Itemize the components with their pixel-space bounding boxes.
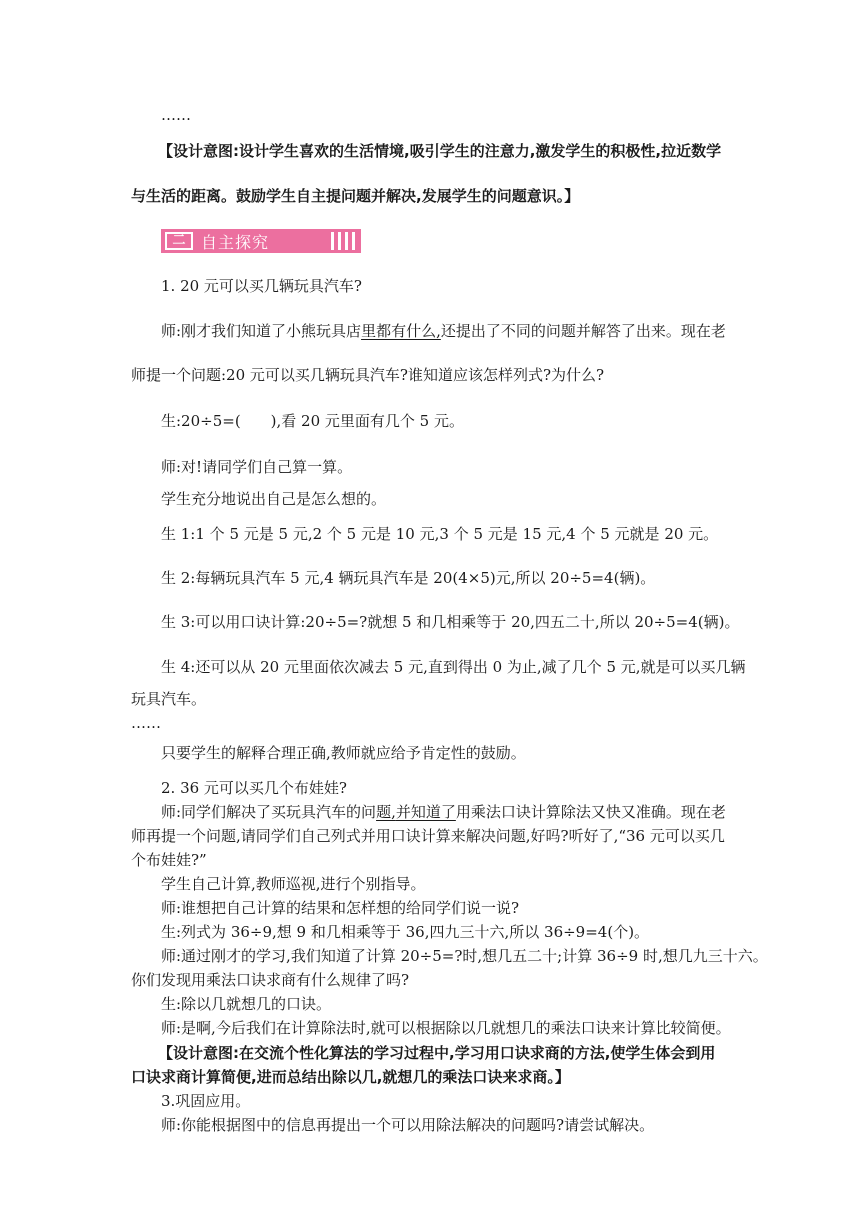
section-title: 自主探究	[201, 232, 270, 252]
q1-teacher-line2: 师提一个问题:20 元可以买几辆玩具汽车?谁知道应该怎样列式?为什么?	[131, 366, 605, 384]
section-number: 二	[165, 232, 193, 250]
q1-ellipsis: ……	[131, 714, 161, 732]
q1-student-4-line2: 玩具汽车。	[131, 690, 207, 708]
q1-heading: 1. 20 元可以买几辆玩具汽车?	[161, 277, 362, 295]
q2-teacher-4: 师:是啊,今后我们在计算除法时,就可以根据除以几就想几的乘法口诀来计算比较简便。	[161, 1019, 731, 1037]
q1-narration: 学生充分地说出自己是怎么想的。	[161, 490, 387, 508]
design-intent-2-line2: 口诀求商计算简便,进而总结出除以几,就想几的乘法口诀来求商。】	[131, 1068, 570, 1086]
design-intent-2-line1: 【设计意图:在交流个性化算法的学习过程中,学习用口诀求商的方法,使学生体会到用	[158, 1044, 716, 1062]
q2-teacher-3-line2: 你们发现用乘法口诀求商有什么规律了吗?	[131, 971, 410, 989]
ellipsis-top: ……	[161, 106, 191, 124]
q1-student: 生:20÷5=( ),看 20 元里面有几个 5 元。	[161, 412, 464, 430]
section-banner	[161, 229, 361, 253]
q2-student: 生:列式为 36÷9,想 9 和几相乘等于 36,四九三十六,所以 36÷9=4(个)。	[161, 923, 650, 941]
q1-student-2: 生 2:每辆玩具汽车 5 元,4 辆玩具汽车是 20(4×5)元,所以 20÷5=4(辆)。	[161, 569, 656, 587]
q2-student-2: 生:除以几就想几的口诀。	[161, 995, 332, 1013]
q1-encourage: 只要学生的解释合理正确,教师就应给予肯定性的鼓励。	[161, 744, 526, 762]
q1-teacher-line1: 师:刚才我们知道了小熊玩具店里都有什么,还提出了不同的问题并解答了出来。现在老	[161, 322, 726, 340]
q2-teacher-3-line1: 师:通过刚才的学习,我们知道了计算 20÷5=?时,想几五二十;计算 36÷9 时,想几九三十六。	[161, 947, 768, 965]
q3-heading: 3.巩固应用。	[161, 1092, 251, 1110]
q1-student-1: 生 1:1 个 5 元是 5 元,2 个 5 元是 10 元,3 个 5 元是 15 元,4 个 5 元就是 20 元。	[161, 525, 719, 543]
q2-teacher-line2: 师再提一个问题,请同学们自己列式并用口诀计算来解决问题,好吗?听好了,“36 元可以买几	[131, 827, 725, 845]
q1-teacher-2: 师:对!请同学们自己算一算。	[161, 458, 353, 476]
design-intent-1-line1: 【设计意图:设计学生喜欢的生活情境,吸引学生的注意力,激发学生的积极性,拉近数学	[158, 142, 722, 160]
q3-teacher: 师:你能根据图中的信息再提出一个可以用除法解决的问题吗?请尝试解决。	[161, 1116, 655, 1134]
q2-heading: 2. 36 元可以买几个布娃娃?	[161, 779, 347, 797]
section-decoration	[331, 232, 355, 250]
design-intent-1-line2: 与生活的距离。鼓励学生自主提问题并解决,发展学生的问题意识。】	[131, 187, 580, 205]
q1-student-4-line1: 生 4:还可以从 20 元里面依次减去 5 元,直到得出 0 为止,减了几个 5 元,就是可以买几辆	[161, 658, 746, 676]
q1-student-3: 生 3:可以用口诀计算:20÷5=?就想 5 和几相乘等于 20,四五二十,所以 20÷5=4(辆)。	[161, 613, 740, 631]
q2-teacher-line1: 师:同学们解决了买玩具汽车的问题,并知道了用乘法口诀计算除法又快又准确。现在老	[161, 803, 726, 821]
q2-narration: 学生自己计算,教师巡视,进行个别指导。	[161, 875, 426, 893]
q2-teacher-2: 师:谁想把自己计算的结果和怎样想的给同学们说一说?	[161, 899, 520, 917]
q2-teacher-line3: 个布娃娃?”	[131, 851, 207, 869]
